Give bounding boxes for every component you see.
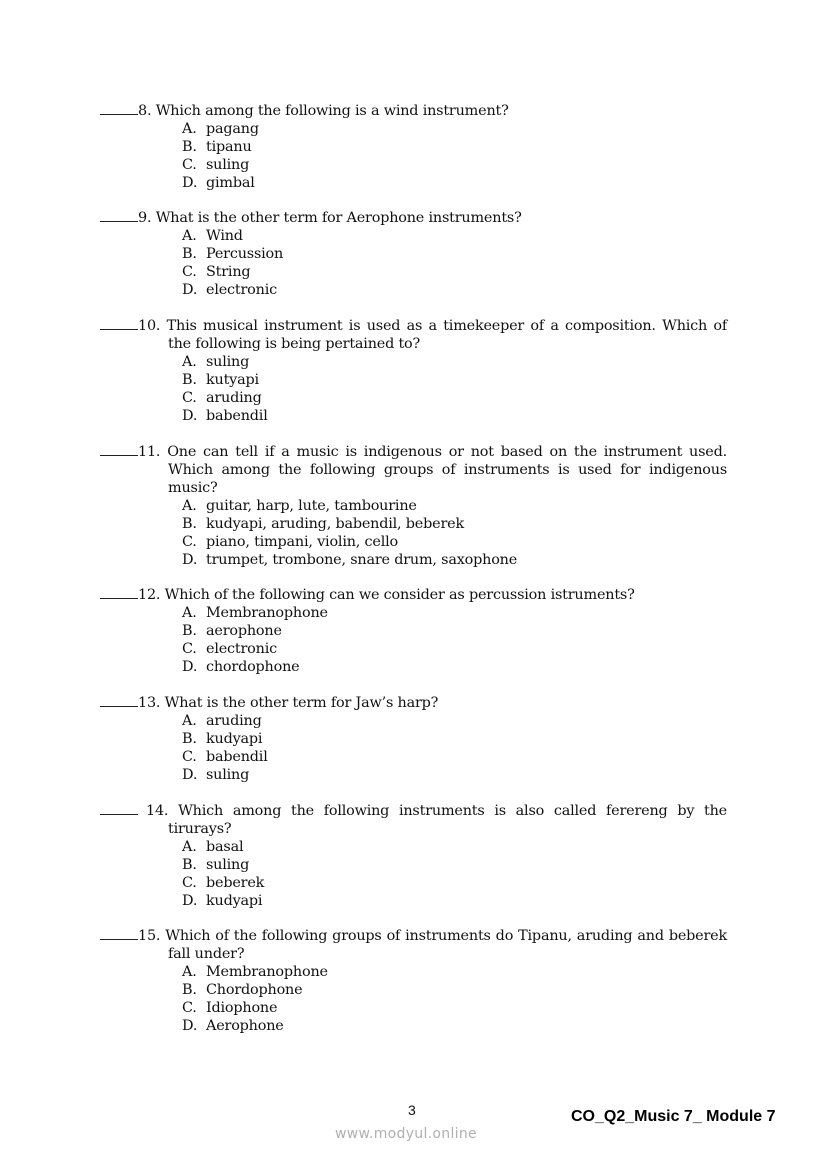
question-stem — [100, 208, 727, 227]
option-b[interactable]: B. Percussion — [182, 246, 284, 262]
option-c[interactable]: C. suling — [182, 157, 250, 173]
question-8 — [100, 101, 727, 192]
watermark-url: www.modyul.online — [335, 1126, 477, 1142]
options-list — [100, 227, 727, 299]
option-c[interactable]: C. aruding — [182, 390, 262, 406]
question-stem — [100, 101, 727, 120]
option-c[interactable]: C. electronic — [182, 641, 277, 657]
question-11 — [100, 442, 727, 569]
answer-blank[interactable] — [100, 442, 138, 456]
question-15 — [100, 926, 727, 1035]
answer-blank[interactable] — [100, 693, 138, 707]
answer-blank[interactable] — [100, 101, 138, 115]
option-d[interactable]: D. trumpet, trombone, snare drum, saxophone — [182, 552, 518, 568]
question-text: What is the other term for Aerophone instruments? — [155, 210, 522, 226]
options-list — [100, 838, 727, 910]
question-number: 15. — [138, 928, 161, 944]
question-number: 9. — [138, 210, 152, 226]
question-number: 8. — [138, 103, 152, 119]
option-a[interactable]: A. basal — [182, 839, 244, 855]
option-c[interactable]: C. piano, timpani, violin, cello — [182, 534, 398, 550]
question-text: One can tell if a music is indigenous or not based on the instrument used. Which among the following groups of instruments is used for indigenous music? — [167, 444, 727, 496]
option-a[interactable]: A. Wind — [182, 228, 243, 244]
page-number: 3 — [408, 1102, 416, 1118]
option-b[interactable]: B. tipanu — [182, 139, 252, 155]
option-a[interactable]: A. guitar, harp, lute, tambourine — [182, 498, 417, 514]
option-c[interactable]: C. babendil — [182, 749, 268, 765]
answer-blank[interactable] — [100, 316, 138, 330]
question-14 — [100, 801, 727, 910]
option-d[interactable]: D. kudyapi — [182, 893, 263, 909]
question-text: Which among the following is a wind instrument? — [155, 103, 509, 119]
option-a[interactable]: A. aruding — [182, 713, 262, 729]
option-b[interactable]: B. aerophone — [182, 623, 282, 639]
option-a[interactable]: A. suling — [182, 354, 250, 370]
answer-blank[interactable] — [100, 208, 138, 222]
option-a[interactable]: A. pagang — [182, 121, 259, 137]
question-text: What is the other term for Jaw’s harp? — [164, 695, 439, 711]
question-stem — [100, 316, 727, 353]
options-list — [100, 120, 727, 192]
option-d[interactable]: D. Aerophone — [182, 1018, 284, 1034]
option-b[interactable]: B. suling — [182, 857, 250, 873]
question-12 — [100, 585, 727, 676]
option-d[interactable]: D. suling — [182, 767, 250, 783]
question-text: Which of the following can we consider as percussion istruments? — [164, 587, 635, 603]
question-stem — [100, 693, 727, 712]
option-b[interactable]: B. Chordophone — [182, 982, 303, 998]
answer-blank[interactable] — [100, 801, 138, 815]
option-c[interactable]: C. beberek — [182, 875, 265, 891]
option-d[interactable]: D. gimbal — [182, 175, 255, 191]
options-list — [100, 497, 727, 569]
question-number: 14. — [146, 803, 169, 819]
question-text: This musical instrument is used as a timekeeper of a composition. Which of the following is being pertained to? — [166, 318, 728, 352]
question-9 — [100, 208, 727, 299]
option-a[interactable]: A. Membranophone — [182, 964, 328, 980]
option-c[interactable]: C. Idiophone — [182, 1000, 278, 1016]
question-number: 10. — [138, 318, 161, 334]
options-list — [100, 963, 727, 1035]
question-number: 11. — [138, 444, 161, 460]
option-c[interactable]: C. String — [182, 264, 251, 280]
module-code: CO_Q2_Music 7_ Module 7 — [571, 1108, 776, 1125]
options-list — [100, 604, 727, 676]
options-list — [100, 712, 727, 784]
question-text: Which of the following groups of instruments do Tipanu, aruding and beberek fall under? — [165, 928, 728, 962]
question-text: Which among the following instruments is also called ferereng by the tirurays? — [168, 803, 727, 837]
option-b[interactable]: B. kudyapi, aruding, babendil, beberek — [182, 516, 464, 532]
option-d[interactable]: D. babendil — [182, 408, 268, 424]
answer-blank[interactable] — [100, 585, 138, 599]
question-stem — [100, 801, 727, 838]
question-13 — [100, 693, 727, 784]
answer-blank[interactable] — [100, 926, 138, 940]
question-stem — [100, 926, 727, 963]
option-b[interactable]: B. kutyapi — [182, 372, 259, 388]
question-number: 12. — [138, 587, 161, 603]
question-number: 13. — [138, 695, 161, 711]
question-stem — [100, 585, 727, 604]
options-list — [100, 353, 727, 425]
option-d[interactable]: D. electronic — [182, 282, 277, 298]
question-stem — [100, 442, 727, 497]
option-d[interactable]: D. chordophone — [182, 659, 300, 675]
option-b[interactable]: B. kudyapi — [182, 731, 263, 747]
question-10 — [100, 316, 727, 425]
option-a[interactable]: A. Membranophone — [182, 605, 328, 621]
